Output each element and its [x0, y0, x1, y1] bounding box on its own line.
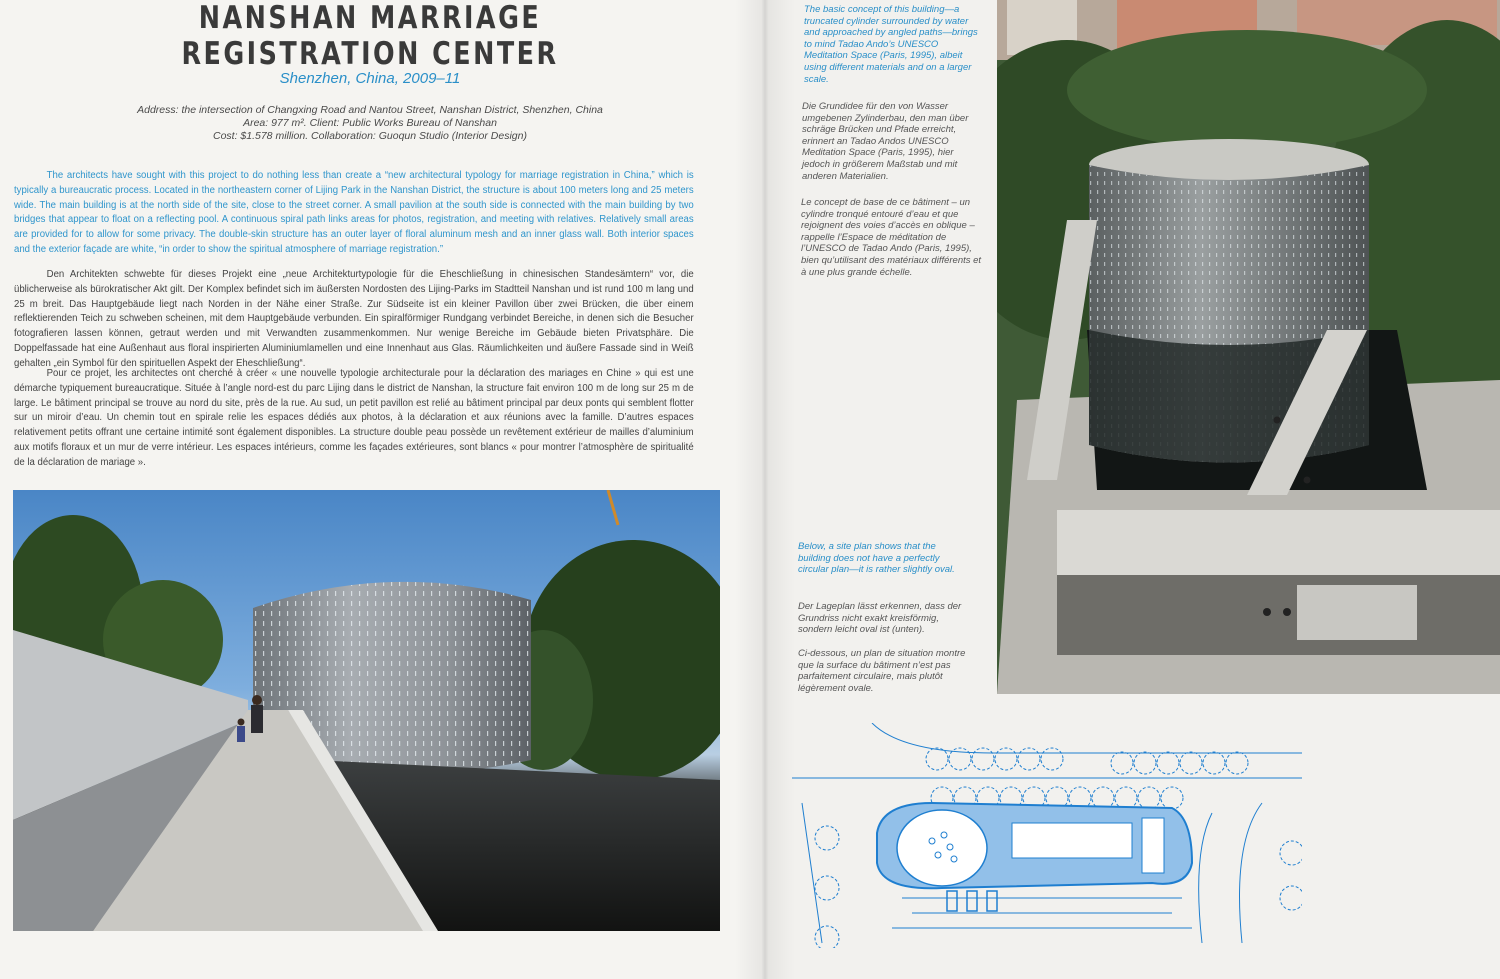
- title-line-2: REGISTRATION CENTER: [181, 36, 559, 72]
- caption-bottom-french: Ci-dessous, un plan de situation montre que la surface du bâtiment n’est pas parfaitement circulaire, mais plutôt légèrement ovale.: [798, 648, 966, 694]
- address-line-3: Cost: $1.578 million. Collaboration: Guoqun Studio (Interior Design): [212, 130, 527, 142]
- address-line-1: Address: the intersection of Changxing Road and Nantou Street, Nanshan District, Shenzhen, China: [137, 104, 603, 116]
- caption-bottom-english: Below, a site plan shows that the building does not have a perfectly circular plan—it is rather slightly oval.: [798, 541, 955, 576]
- photo-aerial-view: [997, 0, 1500, 694]
- caption-top-german: Die Grundidee für den von Wasser umgebenen Zylinderbau, den man über schräge Brücken und Pfade erreicht, erinnert an Tadao Andos UNESCO Meditation Space (Paris, 1995), hier jedoch in größerem Maßstab und mit anderen Materialien.: [802, 101, 969, 182]
- address-line-2: Area: 977 m². Client: Public Works Bureau of Nanshan: [243, 117, 497, 129]
- title-line-1: NANSHAN MARRIAGE: [198, 0, 542, 36]
- text-french: Pour ce projet, les architectes ont cherché à créer « une nouvelle typologie architecturale pour la déclaration des mariages en Chine » qui est une démarche typiquement bureaucratique. Située à l’angle nord-est du parc Lijing dans le district de Nanshan, la structure fait environ 100 m de long sur 25 m de large. Le bâtiment principal se trouve au nord du site, près de la rue. Au sud, un petit pavillon est relié au bâtiment principal par deux ponts qui semblent flotter sur un miroir d’eau. Un chemin tout en spirale relie les espaces dédiés aux photos, à la déclaration et aux réunions avec la famille. D’autres espaces relativement petits offrant une certaine intimité sont également disponibles. La structure double peau possède un revêtement extérieur de mailles d’aluminium aux motifs floraux et un mur de verre intérieur. Les espaces intérieurs, comme les façades extérieures, sont blancs « pour montrer l’atmosphère de spiritualité de la déclaration de mariage ».: [14, 368, 694, 468]
- project-details: [90, 104, 650, 143]
- article-title: [165, 0, 575, 72]
- text-english: The architects have sought with this project to do nothing less than create a “new architectural typology for marriage registration in China,” which is typically a bureaucratic process. Located in the northeastern corner of Lijing Park in the Nanshan District, the structure is about 100 meters long and 25 meters wide. The main building is at the north side of the site, close to the street corner. A small pavilion at the south side is connected with the main building by two bridges that appear to float on a reflecting pool. A continuous spiral path links areas for photos, registration, and meeting with relatives. Relatively small areas are provided for to allow for some privacy. The double-skin structure has an outer layer of floral aluminum mesh and an inner glass wall. Both interior spaces and the exterior façade are white, “in order to show the spiritual atmosphere of marriage registration.”: [14, 170, 694, 255]
- caption-bottom-german: Der Lageplan lässt erkennen, dass der Grundriss nicht exakt kreisförmig, sondern leicht oval ist (unten).: [798, 601, 962, 636]
- article-subtitle: Shenzhen, China, 2009–11: [279, 70, 461, 87]
- caption-top-english: The basic concept of this building—a truncated cylinder surrounded by water and approached by angled paths—brings to mind Tadao Ando’s UNESCO Meditation Space (Paris, 1995), albeit using different materials and on a larger scale.: [804, 4, 978, 85]
- text-german: Den Architekten schwebte für dieses Projekt eine „neue Architekturtypologie für die Eheschließung in chinesischen Standesämtern“ vor, die üblicherweise als bürokratischer Akt gilt. Der Komplex befindet sich im äußersten Nordosten des Lijing-Parks im Stadtteil Nanshan und ist rund 100 m lang und 25 m breit. Das Hauptgebäude liegt nach Norden in der Nähe einer Straße. Zur Südseite ist ein kleiner Pavillon über zwei Brücken, die über einem reflektierenden Teich zu schweben scheinen, mit dem Hauptgebäude verbunden. Ein spiralförmiger Rundgang verbindet Bereiche, in denen sich die Besucher fotografieren lassen können, getraut werden und mit Verwandten zusammenkommen. Nur wenige Bereiche im Gebäude bieten Privatsphäre. Die Doppelfassade hat eine Außenhaut aus floral inspirierten Aluminiumlamellen und eine Innenhaut aus Glas. Räumlichkeiten und äußere Fassade sind in Weiß gehalten „ein Symbol für den spirituellen Aspekt der Eheschließung“.: [14, 269, 694, 369]
- photo-bridge-and-cylinder: [13, 490, 720, 931]
- site-plan-drawing: [792, 723, 1302, 948]
- caption-top-french: Le concept de base de ce bâtiment – un cylindre tronqué entouré d’eau et que rejoignent des voies d’accès en oblique – rappelle l’Espace de méditation de l’UNESCO de Tadao Ando (Paris, 1995), bien qu’utilisant des matériaux différents et à une plus grande échelle.: [801, 197, 982, 278]
- right-page: [762, 0, 1500, 979]
